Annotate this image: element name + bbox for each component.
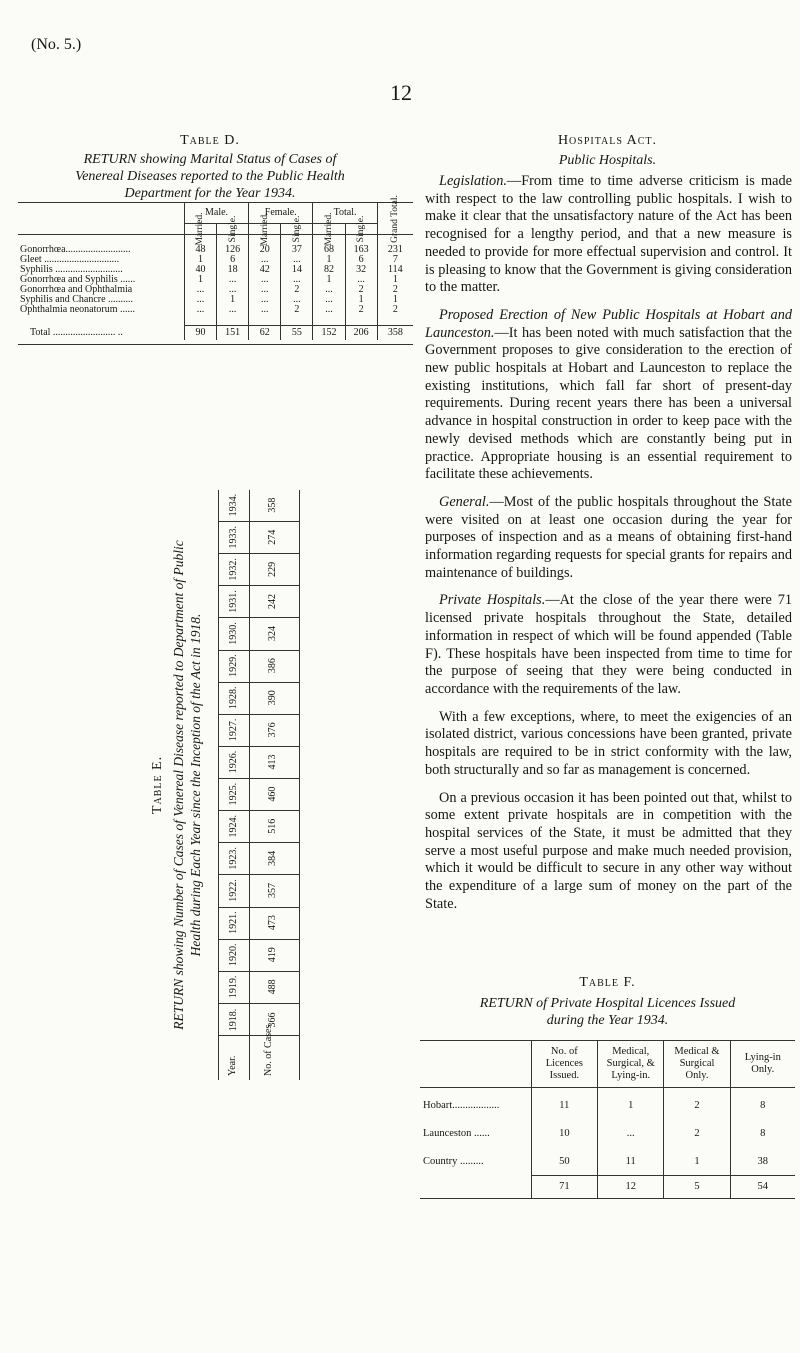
cell: ... — [217, 275, 249, 285]
table-e-title-line: Health during Each Year since the Inception of the Act in 1918. — [188, 613, 203, 957]
paragraph — [425, 790, 792, 914]
cases-cell: 358 — [267, 497, 278, 513]
table-f-title — [425, 995, 790, 1029]
year-cell: 1920. — [228, 943, 239, 966]
cases-cell: 386 — [267, 658, 278, 674]
table-d-title — [20, 151, 400, 202]
col-header: Married. — [195, 212, 206, 246]
table-e-title — [170, 490, 204, 1080]
cell: 7 — [377, 255, 413, 265]
cell: 1 — [184, 255, 216, 265]
row-label: Country ......... — [423, 1156, 484, 1167]
cell: 1 — [184, 275, 216, 285]
row-label: Syphilis ........................... — [20, 265, 123, 275]
cases-cell: 274 — [267, 529, 278, 545]
year-column — [219, 521, 299, 554]
cases-cell: 366 — [267, 1012, 278, 1028]
paragraph-text: —Most of the public hospitals throughout the State were visited on at least one occasion during the year for purposes of inspection and as a means of obtaining first-hand information regarding requests for special grants for repairs and maintenance of buildings. — [425, 493, 792, 581]
cell: ... — [313, 305, 345, 315]
row-label: Hobart.................. — [423, 1100, 500, 1111]
year-cell: 1926. — [228, 750, 239, 774]
cell: ... — [217, 305, 249, 315]
cell: 1 — [345, 295, 377, 305]
table-f-title-line: during the Year 1934. — [546, 1013, 669, 1028]
paragraph — [425, 494, 792, 583]
cell: 6 — [217, 255, 249, 265]
col-header: Single. — [291, 215, 302, 243]
cases-cell: 324 — [267, 626, 278, 642]
paragraph-lead: Proposed Erection of New Public Hospitals at Hobart and Launceston. — [425, 306, 792, 341]
year-column — [219, 682, 299, 715]
cell: 163 — [345, 245, 377, 255]
cell: 90 — [184, 326, 216, 340]
cell: 62 — [249, 326, 281, 340]
cell: 11 — [531, 1092, 597, 1120]
year-cell: 1924. — [228, 815, 239, 838]
paragraph-text: —From time to time adverse criticism is made with respect to the law controlling public hospitals. I wish to make it clear that the unsatisfactory nature of the Act has been recognised for a lengthy period, and that a new measure is needed to provide for more effectual supervision and control. It is pleasing to know that the Government is giving consideration to the matter. — [425, 173, 792, 296]
table-f-title-line: RETURN of Private Hospital Licences Issued — [479, 996, 736, 1011]
year-column — [219, 810, 299, 843]
cell: 1 — [377, 295, 413, 305]
year-column — [219, 907, 299, 940]
year-column — [219, 778, 299, 811]
col-header: Single. — [227, 215, 238, 243]
paragraph — [425, 709, 792, 780]
row-label: Launceston ...... — [423, 1128, 490, 1139]
cases-cell: 242 — [267, 593, 278, 609]
year-cell: 1930. — [228, 622, 239, 645]
cell: ... — [249, 255, 281, 265]
year-column — [219, 874, 299, 907]
row-label: Ophthalmia neonatorum ...... — [20, 305, 135, 315]
cell: 151 — [217, 326, 249, 340]
cell: 38 — [730, 1148, 795, 1176]
cell: 6 — [345, 255, 377, 265]
table-e — [218, 490, 300, 1080]
cases-cell: 516 — [267, 818, 278, 834]
cases-cell: 413 — [267, 754, 278, 770]
cell: 5 — [664, 1176, 730, 1198]
year-cell: 1922. — [228, 879, 239, 902]
cell: 14 — [281, 265, 313, 275]
cell: 2 — [664, 1092, 730, 1120]
table-d-row — [18, 275, 413, 285]
cell: 12 — [598, 1176, 664, 1198]
col-header: Medical, Surgical, & Lying-in. — [598, 1041, 664, 1087]
year-column — [219, 939, 299, 972]
cell: 2 — [377, 305, 413, 315]
cell: 1 — [377, 275, 413, 285]
cell: ... — [313, 295, 345, 305]
cell: 1 — [217, 295, 249, 305]
year-column — [219, 746, 299, 779]
cell: 1 — [313, 255, 345, 265]
table-d-total-row — [18, 326, 413, 340]
cases-cell: 376 — [267, 722, 278, 738]
paragraph — [425, 307, 792, 484]
cell: 2 — [281, 285, 313, 295]
col-header: Single. — [356, 215, 367, 243]
cell: 206 — [345, 326, 377, 340]
cell: 18 — [217, 265, 249, 275]
paragraph-lead: Legislation. — [439, 173, 507, 189]
cell: ... — [184, 305, 216, 315]
year-cell: 1923. — [228, 847, 239, 870]
table-d-row — [18, 305, 413, 315]
cell: 37 — [281, 245, 313, 255]
row-label: Gonorrhœa and Syphilis ...... — [20, 275, 136, 285]
cell: 42 — [249, 265, 281, 275]
table-d-title-line: RETURN showing Marital Status of Cases of — [83, 152, 337, 167]
cell: 1 — [598, 1092, 664, 1120]
table-e-caption: Table E. — [150, 755, 165, 815]
table-d-row — [18, 285, 413, 295]
cell: ... — [184, 285, 216, 295]
col-header: No. of Licences Issued. — [531, 1041, 597, 1087]
year-cell: 1928. — [228, 686, 239, 710]
public-hospitals-subheading: Public Hospitals. — [558, 153, 657, 168]
cases-cell: 419 — [267, 947, 278, 963]
cell: 2 — [345, 305, 377, 315]
year-cell: 1921. — [228, 911, 239, 934]
cases-cell: 229 — [267, 561, 278, 577]
table-d-caption: Table D. — [180, 133, 240, 148]
paragraph — [425, 592, 792, 698]
paragraph-text: —It has been noted with much satisfaction that the Government proposes to give consideration to the erection of new public hospitals at Hobart and Launceston to replace the existing institutions, which fall far short of present-day requirements. During recent years there has been a universal advance in hospital construction in order to keep pace with the newly devised methods which are constantly being put in practice. Appropriate housing is an essential requirement to facilitate these achievements. — [425, 324, 792, 483]
row-label: Total ......................... .. — [30, 326, 123, 338]
table-f-row — [420, 1120, 795, 1148]
col-header: Medical & Surgical Only. — [664, 1041, 730, 1087]
table-d — [18, 194, 413, 345]
year-cell: 1919. — [228, 975, 239, 999]
paragraph-lead: Private Hospitals. — [439, 592, 546, 609]
year-column — [219, 971, 299, 1004]
female-group-header: Female. — [249, 203, 313, 224]
cell: 68 — [313, 245, 345, 255]
cell: 8 — [730, 1120, 795, 1148]
col-header: Married. — [259, 212, 270, 246]
year-cell: 1932. — [228, 558, 239, 581]
cell: 11 — [598, 1148, 664, 1176]
cell: 231 — [377, 245, 413, 255]
table-f-row — [420, 1092, 795, 1120]
cases-label: No. of Cases — [263, 1024, 274, 1076]
cell: ... — [281, 255, 313, 265]
year-column — [219, 585, 299, 618]
cell: 48 — [184, 245, 216, 255]
table-d-row — [18, 265, 413, 275]
table-f-row — [420, 1148, 795, 1176]
cell: 2 — [281, 305, 313, 315]
year-cell: 1918. — [228, 1008, 239, 1032]
cell: 50 — [531, 1148, 597, 1176]
table-f-total-row — [420, 1176, 795, 1198]
paragraph-text: —At the close of the year there were 71 licensed private hospitals throughout the State, detailed information in respect of which will be found appended (Table F). These hospitals have been inspected from time to time for the purpose of seeing that they were being conducted in accordance with the requirements of the law. — [425, 592, 793, 697]
cell: 40 — [184, 265, 216, 275]
col-header-grand-total: Grand Total. — [390, 194, 401, 243]
cell: 114 — [377, 265, 413, 275]
table-f-caption: Table F. — [579, 975, 636, 990]
year-column — [219, 650, 299, 683]
report-number: (No. 5.) — [31, 36, 82, 53]
cases-cell: 357 — [267, 882, 278, 898]
col-header: Married. — [323, 212, 334, 246]
cases-cell: 390 — [267, 690, 278, 706]
paragraph — [425, 173, 792, 297]
col-header: Lying-in Only. — [730, 1041, 795, 1087]
cell: ... — [313, 285, 345, 295]
hospitals-act-heading: Hospitals Act. — [557, 133, 658, 148]
year-column — [219, 1004, 299, 1036]
paragraph-text: On a previous occasion it has been pointed out that, whilst to some extent private hospitals are in competition with the hospital services of the State, it must be admitted that they serve a most useful purpose and make much needed provision, which it would be difficult to secure in any other way without the expenditure of a large sum of money on the part of the State. — [425, 789, 792, 912]
row-label: Gonorrhœa and Ophthalmia — [20, 285, 133, 295]
cases-cell: 473 — [267, 915, 278, 931]
year-cell: 1933. — [228, 525, 239, 549]
year-column — [219, 842, 299, 875]
cell: 71 — [531, 1176, 597, 1198]
cases-cell: 384 — [267, 850, 278, 866]
paragraph-text: With a few exceptions, where, to meet the exigencies of an isolated district, various concessions have been granted, private hospitals are required to be in strict conformity with the law, both structurally and so far as management is concerned. — [425, 708, 792, 778]
paragraph-lead: General. — [439, 493, 490, 510]
cell: 358 — [377, 326, 413, 340]
year-label: Year. — [227, 1055, 238, 1076]
year-column — [219, 617, 299, 650]
year-cell: 1934. — [228, 493, 239, 517]
cases-cell: 488 — [267, 979, 278, 995]
cell: ... — [217, 285, 249, 295]
cell: 2 — [377, 285, 413, 295]
cell: 2 — [345, 285, 377, 295]
year-column — [219, 553, 299, 586]
year-cell: 1927. — [228, 718, 239, 742]
table-d-title-line: Venereal Diseases reported to the Public Health — [75, 169, 345, 184]
cell: ... — [249, 285, 281, 295]
year-cell: 1925. — [228, 782, 239, 806]
body-text — [425, 173, 792, 923]
cell: 2 — [664, 1120, 730, 1148]
year-cell: 1929. — [228, 654, 239, 677]
row-label: Gleet .............................. — [20, 255, 120, 265]
table-f — [420, 1040, 795, 1199]
year-cell: 1931. — [228, 590, 239, 613]
cell: ... — [184, 295, 216, 305]
cell: 1 — [313, 275, 345, 285]
cases-cell: 460 — [267, 786, 278, 802]
table-d-row — [18, 245, 413, 255]
cell: 20 — [249, 245, 281, 255]
cell: ... — [249, 275, 281, 285]
cell: ... — [598, 1120, 664, 1148]
cell: 126 — [217, 245, 249, 255]
cell: 55 — [281, 326, 313, 340]
table-e-title-line: RETURN showing Number of Cases of Venereal Disease reported to Department of Public — [171, 540, 186, 1030]
cell: 8 — [730, 1092, 795, 1120]
cell: ... — [249, 295, 281, 305]
cell: 82 — [313, 265, 345, 275]
cell: 54 — [730, 1176, 795, 1198]
year-column — [219, 714, 299, 747]
cell: ... — [249, 305, 281, 315]
year-column — [219, 489, 299, 522]
cell: 10 — [531, 1120, 597, 1148]
table-d-row — [18, 295, 413, 305]
row-label: Gonorrhœa.......................... — [20, 245, 131, 255]
cell: 152 — [313, 326, 345, 340]
cell: ... — [281, 275, 313, 285]
table-d-row — [18, 255, 413, 265]
total-group-header: Total. — [313, 203, 377, 224]
cell: ... — [345, 275, 377, 285]
table-d-title-line: Department for the Year 1934. — [124, 186, 296, 201]
cell: 32 — [345, 265, 377, 275]
cell: 1 — [664, 1148, 730, 1176]
male-group-header: Male. — [184, 203, 248, 224]
row-label: Syphilis and Chancre .......... — [20, 295, 134, 305]
cell: ... — [281, 295, 313, 305]
page-number: 12 — [390, 80, 412, 105]
